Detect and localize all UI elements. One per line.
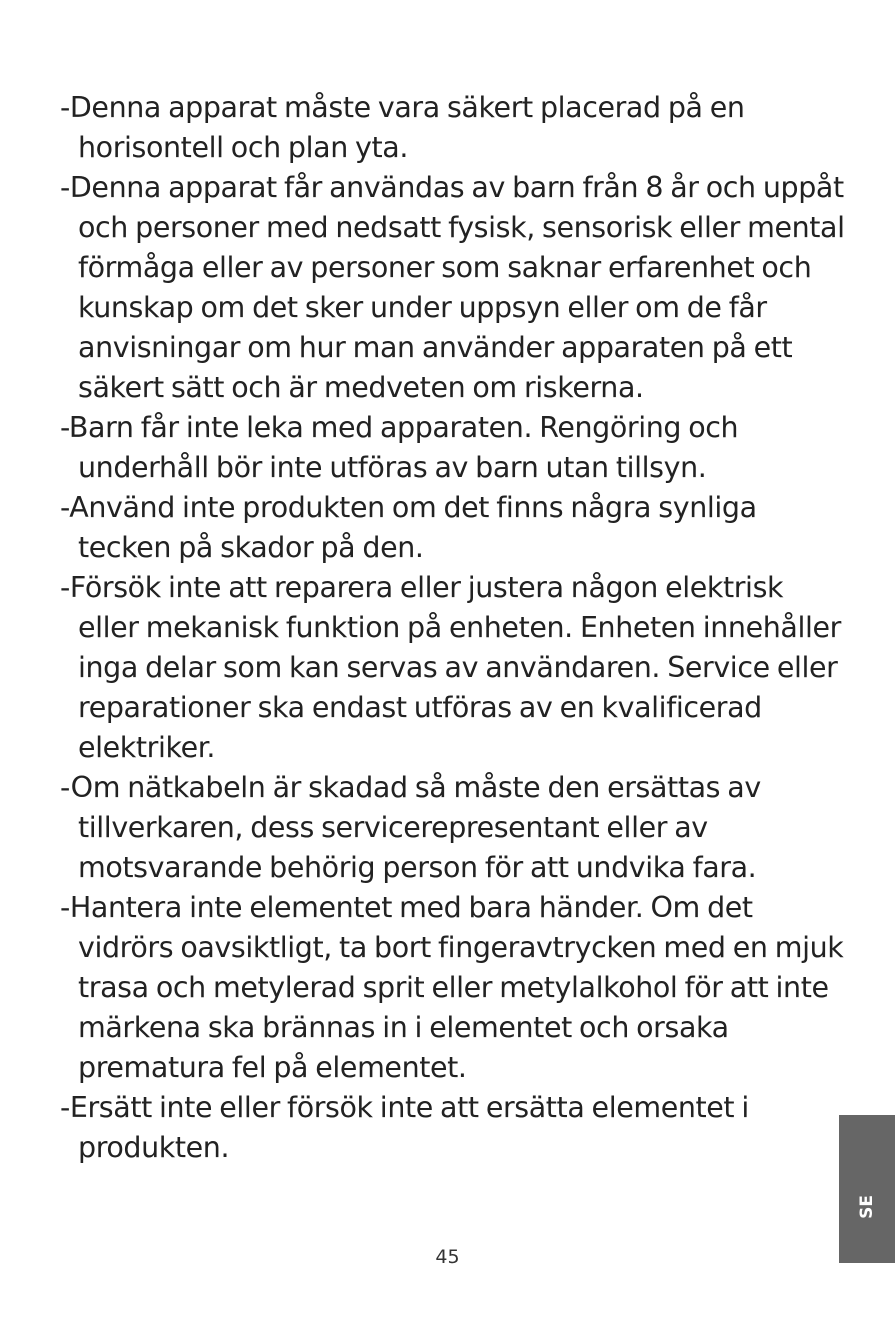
text-line: vidrörs oavsiktligt, ta bort fingeravtrycken med en mjuk <box>78 931 844 964</box>
text-line: tecken på skador på den. <box>78 531 424 564</box>
text-line: horisontell och plan yta. <box>78 131 408 164</box>
bullet-damage <box>60 488 840 568</box>
text-line: tillverkaren, dess servicerepresentant eller av <box>78 811 708 844</box>
text-line: underhåll bör inte utföras av barn utan tillsyn. <box>78 451 707 484</box>
text-line: produkten. <box>78 1131 230 1164</box>
text-line: elektriker. <box>78 731 216 764</box>
text-line: -Försök inte att reparera eller justera någon elektrisk <box>60 571 784 604</box>
bullet-element-replace <box>60 1088 840 1168</box>
bullet-element-handling <box>60 888 844 1088</box>
text-line: motsvarande behörig person för att undvika fara. <box>78 851 757 884</box>
text-line: kunskap om det sker under uppsyn eller om de får <box>78 291 767 324</box>
text-line: prematura fel på elementet. <box>78 1051 467 1084</box>
text-line: och personer med nedsatt fysisk, sensorisk eller mental <box>78 211 845 244</box>
text-line: -Använd inte produkten om det finns några synliga <box>60 491 757 524</box>
text-line: -Barn får inte leka med apparaten. Rengöring och <box>60 411 739 444</box>
text-line: inga delar som kan servas av användaren. Service eller <box>78 651 838 684</box>
text-line: säkert sätt och är medveten om riskerna. <box>78 371 644 404</box>
bullet-power-cord <box>60 768 840 888</box>
bullet-children-usage <box>60 168 845 408</box>
text-line: -Denna apparat måste vara säkert placerad på en <box>60 91 745 124</box>
language-tab <box>839 1115 895 1263</box>
text-line: -Denna apparat får användas av barn från 8 år och uppåt <box>60 171 844 204</box>
bullet-children-play <box>60 408 840 488</box>
language-tab-label: SE <box>857 1195 877 1219</box>
text-line: eller mekanisk funktion på enheten. Enheten innehåller <box>78 611 841 644</box>
text-line: -Om nätkabeln är skadad så måste den ersättas av <box>60 771 761 804</box>
text-line: -Hantera inte elementet med bara händer. Om det <box>60 891 753 924</box>
safety-instructions <box>60 88 845 1168</box>
text-line: trasa och metylerad sprit eller metylalkohol för att inte <box>78 971 829 1004</box>
text-line: märkena ska brännas in i elementet och orsaka <box>78 1011 729 1044</box>
text-line: -Ersätt inte eller försök inte att ersätta elementet i <box>60 1091 749 1124</box>
text-line: förmåga eller av personer som saknar erfarenhet och <box>78 251 812 284</box>
bullet-repair <box>60 568 840 768</box>
bullet-placement <box>60 88 840 168</box>
text-line: anvisningar om hur man använder apparaten på ett <box>78 331 793 364</box>
page-number: 45 <box>435 1246 460 1268</box>
text-line: reparationer ska endast utföras av en kvalificerad <box>78 691 762 724</box>
